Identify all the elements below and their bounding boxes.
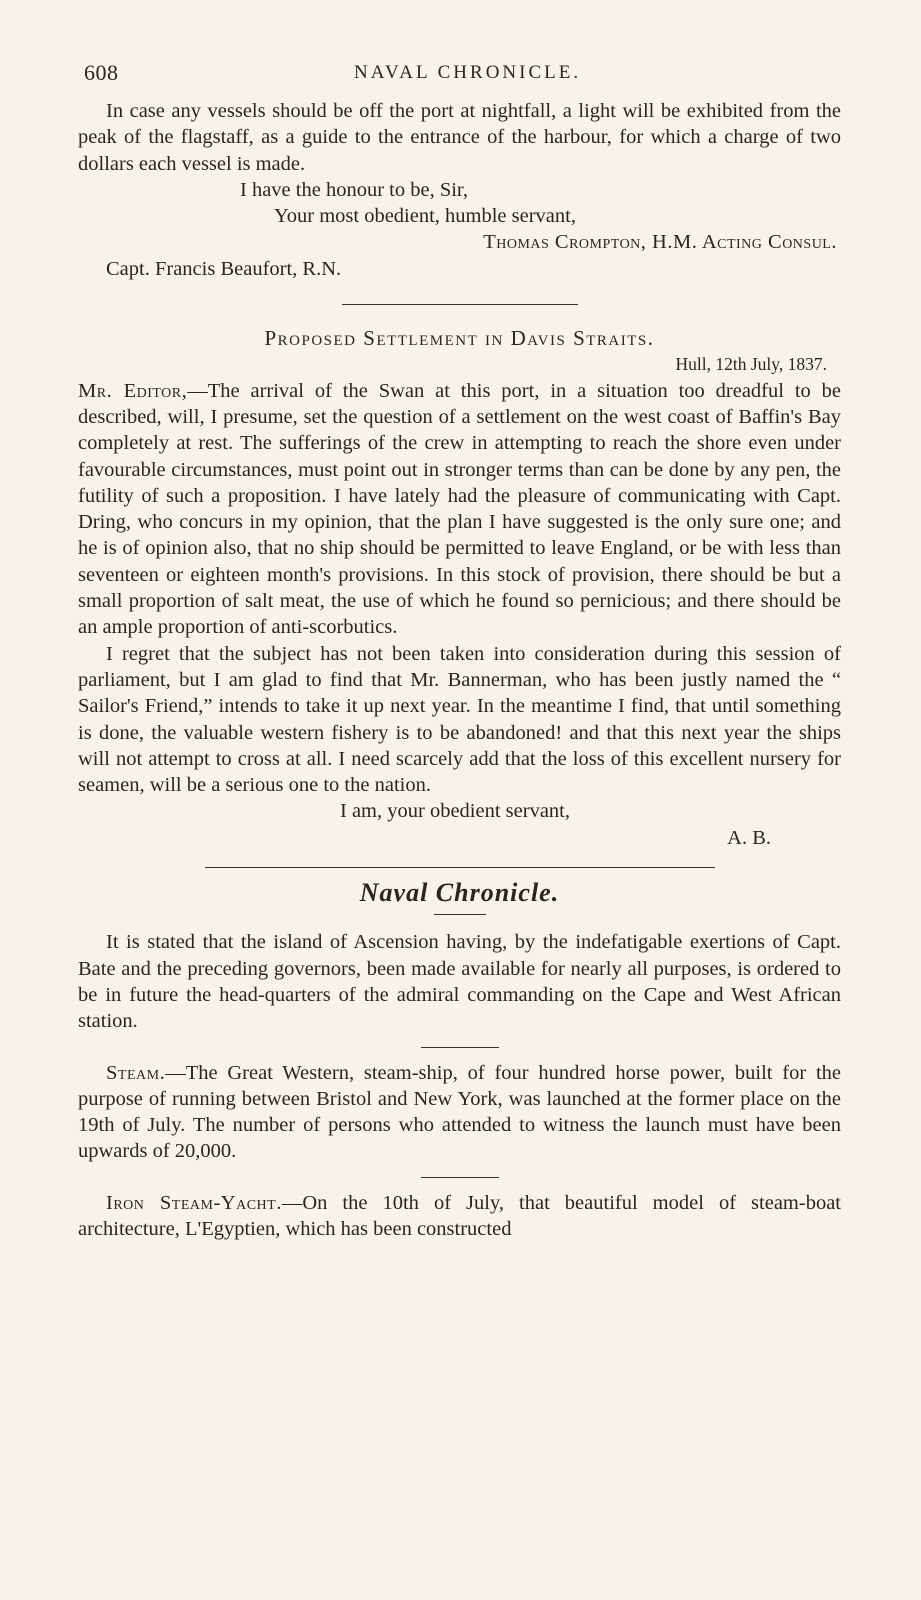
ascension-paragraph: It is stated that the island of Ascension having, by the indefatigable exertions of Capt. Bate and the preceding governors, been made available for nearly all purposes, is ordered to be in future the head-quarters of the admiral commanding on the Cape and West African station. xyxy=(78,931,841,1033)
naval-chronicle-heading: Naval Chronicle. xyxy=(359,878,560,908)
yacht-label: Iron Steam-Yacht. xyxy=(106,1191,282,1214)
short-divider xyxy=(421,1177,499,1178)
davis-signature: A. B. xyxy=(727,826,771,849)
steam-label: Steam. xyxy=(106,1061,166,1084)
page-header xyxy=(84,60,844,86)
closing-servant: Your most obedient, humble servant, xyxy=(274,205,576,228)
dateline: Hull, 12th July, 1837. xyxy=(675,354,827,375)
page-number: 608 xyxy=(84,60,119,85)
harbour-paragraph: In case any vessels should be off the port at nightfall, a light will be exhibited from the peak of the flagstaff, as a guide to the entrance of the harbour, for which a charge of two dollars each vessel is made. xyxy=(78,100,841,175)
yacht-paragraph xyxy=(78,1190,841,1243)
davis-paragraph-1-text: —The arrival of the Swan at this port, in a situation too dreadful to be described, will, I presume, set the question of a settlement on the west coast of Baffin's Bay completely at rest. The sufferings of the crew in attempting to reach the shore even under favourable circumstances, must point out in stronger terms than can be done by any pen, the futility of such a proposition. I have lately had the pleasure of communicating with Capt. Dring, who concurs in my opinion, that the plan I have suggested is the only sure one; and he is of opinion also, that no ship should be permitted to leave England, or be with less than seventeen or eighteen month's provisions. In this stock of provision, there should be but a small proportion of salt meat, the use of which he found so pernicious; and there should be an ample proportion of anti-scorbutics. xyxy=(78,379,841,639)
salutation: Mr. Editor, xyxy=(78,379,188,402)
steam-paragraph xyxy=(78,1060,841,1165)
section-divider xyxy=(342,304,578,305)
davis-paragraph-2: I regret that the subject has not been taken into consideration during this session of parliament, but I am glad to find that Mr. Bannerman, who has been justly named the “ Sailor's Friend,” intends to take it up next year. In the meantime I find, that until something is done, the valuable western fishery is to be abandoned! and that this next year the ships will not attempt to cross at all. I need scarcely add that the loss of this excellent nursery for seamen, will be a serious one to the nation. xyxy=(78,642,841,797)
closing-honour: I have the honour to be, Sir, xyxy=(240,178,469,201)
davis-paragraph-1 xyxy=(78,378,841,641)
steam-text: —The Great Western, steam-ship, of four hundred horse power, built for the purpose of running between Bristol and New York, was launched at the former place on the 19th of July. The number of persons who attended to witness the launch must have been upwards of 20,000. xyxy=(78,1061,841,1163)
heading-underline xyxy=(434,914,486,915)
short-divider xyxy=(421,1047,499,1048)
chronicle-divider xyxy=(205,867,715,868)
yacht-text: —On the 10th of July, that beautiful model of steam-boat architecture, L'Egyptien, which has been constructed xyxy=(78,1191,841,1240)
davis-straits-title: Proposed Settlement in Davis Straits. xyxy=(264,326,655,351)
page-body xyxy=(78,98,841,1242)
addressee: Capt. Francis Beaufort, R.N. xyxy=(106,257,342,280)
signatory: Thomas Crompton, H.M. Acting Consul. xyxy=(483,231,837,254)
running-title: NAVAL CHRONICLE. xyxy=(354,62,582,83)
davis-closing: I am, your obedient servant, xyxy=(340,800,570,823)
